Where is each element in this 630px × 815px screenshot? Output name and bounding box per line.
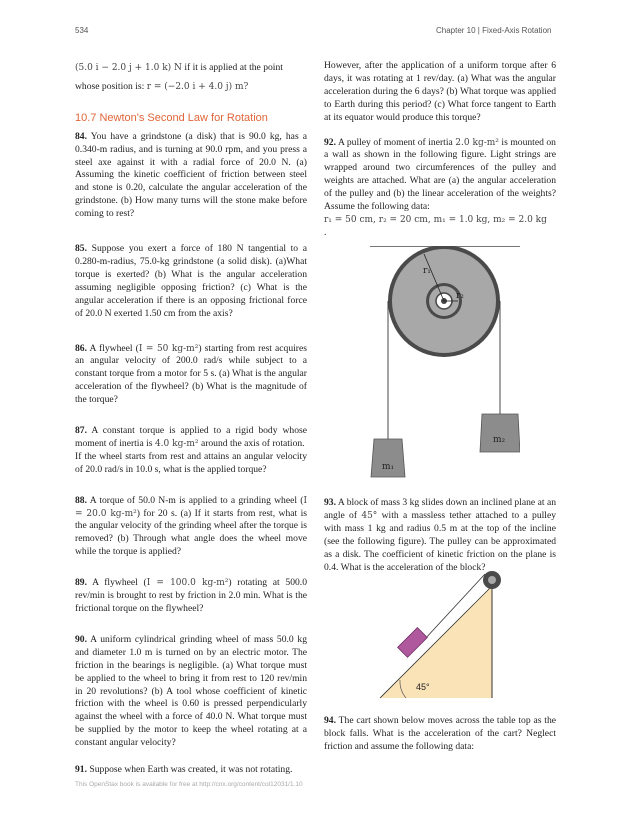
problem-number: 85. [75, 243, 87, 255]
problem-number: 86. [75, 342, 87, 354]
page-number: 534 [75, 26, 89, 35]
force-expression: (5.0 i − 2.0 j + 1.0 k) N [75, 63, 182, 73]
problem-text: The cart shown below moves across the table top as the block falls. What is the acceleration of the cart? Neglect friction and assume the following data: [324, 715, 556, 752]
position-line [75, 81, 307, 94]
mass-m2 [480, 414, 520, 452]
problem-86 [75, 343, 307, 408]
left-column [75, 62, 307, 789]
problem-87 [75, 425, 307, 477]
right-column-bottom [324, 715, 556, 766]
math-expression: 2.0 kg-m² [455, 137, 499, 148]
problem-89 [75, 577, 307, 616]
problem-84 [75, 131, 307, 221]
math-expression: I = 50 kg-m² [138, 343, 199, 354]
pulley-figure [370, 246, 520, 482]
problem-text: Suppose when Earth was created, it was not rotating. [89, 764, 293, 776]
problem-text: ) rotating at 500.0 rev/min is brought to rest by friction in 2.0 min. What is the frictional torque on the flywheel? [75, 577, 307, 614]
problem-text: is mounted on a wall as shown in the following figure. Light strings are wrapped around two circumferences of the pulley and weights are attached. What are (a) the angular acceleration of the pulley and (b) the linear acceleration of the weights? Assume the following data: [324, 136, 556, 213]
section-title: 10.7 Newton's Second Law for Rotation [75, 111, 268, 124]
math-expression: I = 20.0 kg-m² [75, 495, 307, 519]
problem-number: 89. [75, 577, 87, 589]
problem-85 [75, 243, 307, 320]
block [398, 628, 428, 658]
problem-94 [324, 715, 556, 754]
m1-label: m₁ [382, 462, 395, 472]
problem-text: with a massless tether attached to a pulley with mass 1 kg and radius 0.5 m at the top of the incline (see the following figure). The pulley can be approximated as a disk. The coefficient of kinetic friction on the plane is 0.4. What is the acceleration of the block? [324, 509, 556, 573]
math-expression: I = 100.0 kg-m² [146, 578, 229, 589]
problem-text: A uniform cylindrical grinding wheel of mass 50.0 kg and diameter 1.0 m is turned on by an electric motor. The friction in the bearings is negligible. (a) What torque must be applied to the wheel to bring it from rest to 120 rev/min in 20 revolutions? (b) A tool whose coefficient of kinetic friction with the wheel is 0.60 is pressed perpendicularly against the wheel with a force of 40.0 N. What torque must be supplied by the motor to keep the wheel rotating at a constant angular velocity? [75, 633, 308, 749]
incline-figure [376, 566, 504, 702]
problem-number: 87. [75, 425, 87, 437]
problem-text: A constant torque is applied to a rigid body whose moment of inertia is [75, 425, 307, 449]
r2-label: r₂ [456, 291, 464, 301]
problem-number: 94. [324, 715, 336, 726]
problem-number: 92. [324, 136, 336, 148]
problem-text: ) for 20 s. (a) If it starts from rest, what is the angular velocity of the grinding wheel after the torque is removed? (b) Through what angle does the wheel move while the torque is applied? [75, 507, 308, 558]
problem-number: 84. [75, 130, 87, 142]
problem-number: 93. [324, 497, 336, 508]
problem-text: . [324, 226, 327, 238]
math-expression: 4.0 kg-m² [154, 438, 199, 449]
problem-text: However, after the application of a uniform torque after 6 days, it was rotating at 1 rev/day. (a) What was the angular acceleration during the 6 days? (b) What torque was applied to Earth during this period? (c) What force tangent to Earth at its equator would produce this torque? [324, 60, 556, 123]
footer: This OpenStax book is available for free at http://cnx.org/content/col12031/1.10 [75, 781, 303, 788]
right-column-top [324, 60, 556, 240]
force-suffix: if it is applied at the point [181, 62, 283, 73]
math-expression: 45° [361, 510, 378, 521]
problem-number: 90. [75, 633, 87, 645]
problem-text: A flywheel ( [92, 577, 147, 589]
problem-text: You have a grindstone (a disk) that is 90.0 kg, has a 0.340-m radius, and is turning at 90.0 rpm, and you press a steel axe against it with a radial force of 20.0 N. (a) Assuming the kinetic coefficient of friction between steel and stone is 0.20, calculate the angular acceleration of the grindstone. (b) How many turns will the stone make before coming to rest? [75, 130, 307, 220]
angle-label: 45° [416, 682, 430, 692]
problem-text: A pulley of moment of inertia [337, 136, 453, 148]
problem-text: around the axis of rotation. [200, 437, 305, 449]
m2-label: m₂ [493, 435, 506, 445]
force-line [75, 62, 307, 75]
problem-92-data [324, 214, 556, 240]
incline-pulley-hub [488, 576, 496, 584]
r1-label: r₁ [423, 266, 431, 276]
problem-90 [75, 634, 307, 750]
position-prefix: whose position is: [75, 80, 145, 92]
problem-text: If the wheel starts from rest and attains an angular velocity of 20.0 rad/s in 10.0 s, what is the applied torque? [75, 450, 307, 475]
problem-text: A torque of 50.0 N-m is applied to a grinding wheel ( [89, 494, 304, 506]
problem-text: A flywheel ( [89, 342, 139, 354]
problem-text: A block of mass 3 kg slides down an inclined plane at an angle of [324, 497, 556, 521]
problem-text: ) starting from rest acquires an angular velocity of 200.0 rad/s while subject to a constant torque from a motor for 5 s. (a) What is the angular acceleration of the flywheel? (b) What is the magnitude of the torque? [75, 342, 307, 406]
problem-91-continued [324, 60, 556, 125]
problem-number: 91. [75, 764, 87, 776]
problem-number: 88. [75, 494, 87, 506]
problem-91 [75, 764, 307, 777]
math-expression: r₁ = 50 cm, r₂ = 20 cm, m₁ = 1.0 kg, m₂ = 2.0 kg [324, 214, 547, 225]
problem-88 [75, 495, 307, 560]
problem-93 [324, 497, 556, 574]
problem-92 [324, 137, 556, 214]
position-expression: r = (−2.0 i + 4.0 j) m? [146, 81, 249, 92]
chapter-header: Chapter 10 | Fixed-Axis Rotation [436, 26, 552, 35]
problem-text: Suppose you exert a force of 180 N tangential to a 0.280-m-radius, 75.0-kg grindstone (a solid disk). (a)What torque is exerted? (b) What is the angular acceleration assuming negligible opposing friction? (c) What is the angular acceleration if there is an opposing frictional force of 20.0 N exerted 1.50 cm from the axis? [75, 243, 307, 319]
